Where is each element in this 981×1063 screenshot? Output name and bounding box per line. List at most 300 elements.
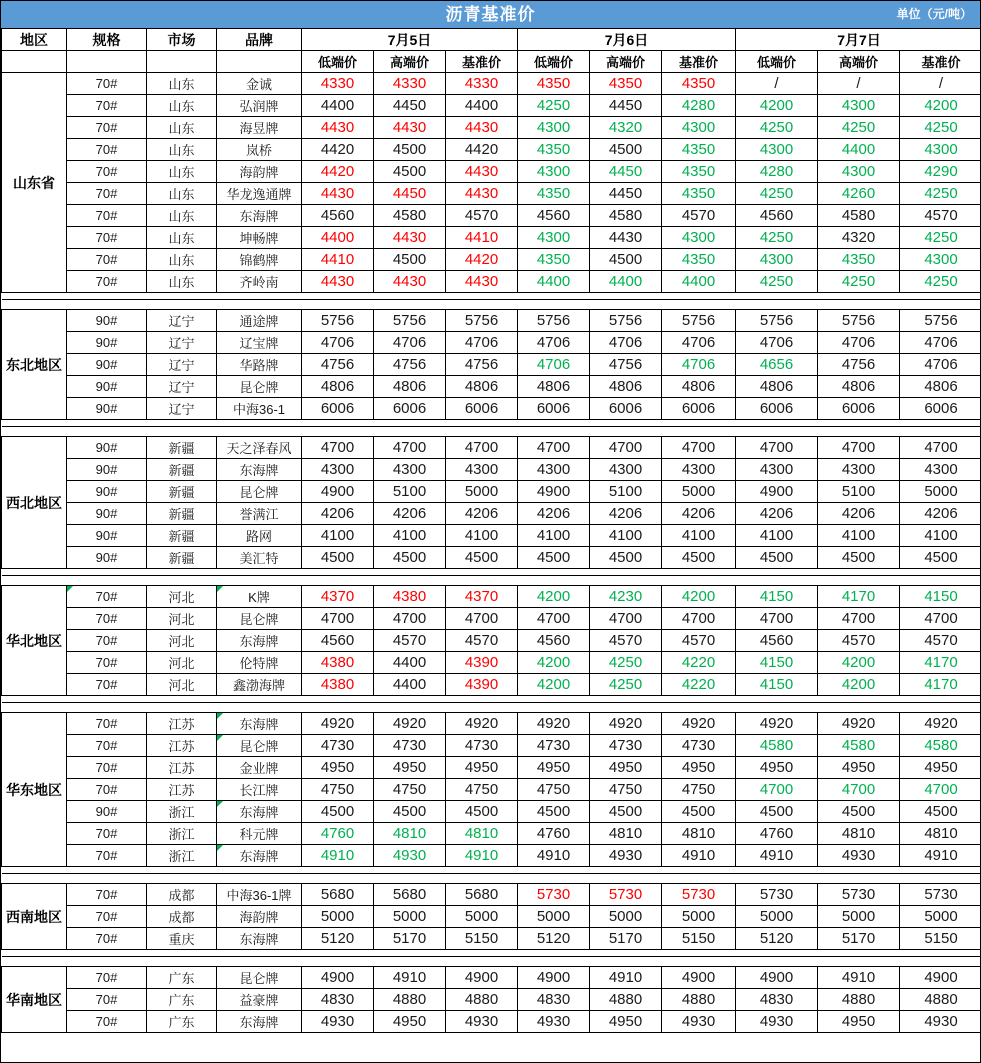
price-cell[interactable]: 5000 xyxy=(662,906,736,928)
price-cell[interactable]: 4700 xyxy=(818,608,900,630)
price-cell[interactable]: 4810 xyxy=(446,823,518,845)
price-cell[interactable]: 4910 xyxy=(818,967,900,989)
price-cell[interactable]: 4570 xyxy=(818,630,900,652)
price-cell[interactable]: 4300 xyxy=(518,117,590,139)
price-cell[interactable]: 4170 xyxy=(900,674,981,696)
price-cell[interactable]: 4570 xyxy=(662,630,736,652)
price-cell[interactable]: 4500 xyxy=(900,547,981,569)
price-cell[interactable]: 4500 xyxy=(374,139,446,161)
market-cell[interactable]: 辽宁 xyxy=(147,398,217,420)
market-cell[interactable]: 山东 xyxy=(147,161,217,183)
spec-cell[interactable]: 70# xyxy=(67,205,147,227)
price-cell[interactable]: 5730 xyxy=(900,884,981,906)
subcol-base-2[interactable]: 基准价 xyxy=(662,51,736,73)
price-cell[interactable]: 4950 xyxy=(662,757,736,779)
price-cell[interactable]: 4700 xyxy=(446,437,518,459)
brand-cell[interactable]: 弘润牌 xyxy=(217,95,302,117)
spec-cell[interactable]: 70# xyxy=(67,630,147,652)
price-cell[interactable]: 4250 xyxy=(900,271,981,293)
price-cell[interactable]: 4380 xyxy=(374,586,446,608)
price-cell[interactable]: 4900 xyxy=(302,481,374,503)
col-header-market[interactable]: 市场 xyxy=(147,29,217,51)
spec-cell[interactable]: 70# xyxy=(67,884,147,906)
price-cell[interactable]: 4350 xyxy=(518,139,590,161)
brand-cell[interactable]: 昆仑牌 xyxy=(217,376,302,398)
price-cell[interactable]: 4200 xyxy=(736,95,818,117)
spec-cell[interactable]: 70# xyxy=(67,161,147,183)
price-cell[interactable]: 4390 xyxy=(446,674,518,696)
subcol-high-3[interactable]: 高端价 xyxy=(818,51,900,73)
price-cell[interactable]: 4100 xyxy=(818,525,900,547)
price-cell[interactable]: 4756 xyxy=(446,354,518,376)
spec-cell[interactable]: 90# xyxy=(67,332,147,354)
price-cell[interactable]: 5756 xyxy=(446,310,518,332)
price-cell[interactable]: 4430 xyxy=(446,117,518,139)
price-cell[interactable]: 4330 xyxy=(302,73,374,95)
price-cell[interactable]: 4370 xyxy=(302,586,374,608)
price-cell[interactable]: 4300 xyxy=(662,227,736,249)
market-cell[interactable]: 新疆 xyxy=(147,481,217,503)
price-cell[interactable]: 4300 xyxy=(900,249,981,271)
price-cell[interactable]: 5730 xyxy=(518,884,590,906)
market-cell[interactable]: 河北 xyxy=(147,674,217,696)
price-cell[interactable]: 4730 xyxy=(518,735,590,757)
price-cell[interactable]: 4400 xyxy=(446,95,518,117)
brand-cell[interactable]: K牌 xyxy=(217,586,302,608)
price-cell[interactable]: 4830 xyxy=(518,989,590,1011)
spec-cell[interactable]: 90# xyxy=(67,437,147,459)
price-cell[interactable]: 4706 xyxy=(900,332,981,354)
price-cell[interactable]: 4910 xyxy=(374,967,446,989)
price-cell[interactable]: 4410 xyxy=(446,227,518,249)
price-cell[interactable]: 4300 xyxy=(374,459,446,481)
market-cell[interactable]: 江苏 xyxy=(147,779,217,801)
price-cell[interactable]: 4900 xyxy=(518,481,590,503)
price-cell[interactable]: 4300 xyxy=(518,161,590,183)
price-cell[interactable]: 5100 xyxy=(374,481,446,503)
price-cell[interactable]: 5100 xyxy=(590,481,662,503)
price-cell[interactable]: 4700 xyxy=(736,779,818,801)
brand-cell[interactable]: 金业牌 xyxy=(217,757,302,779)
price-cell[interactable]: 4920 xyxy=(900,713,981,735)
price-cell[interactable]: 4560 xyxy=(736,205,818,227)
market-cell[interactable]: 重庆 xyxy=(147,928,217,950)
price-cell[interactable]: 4100 xyxy=(736,525,818,547)
spec-cell[interactable]: 90# xyxy=(67,310,147,332)
price-cell[interactable]: 4250 xyxy=(518,95,590,117)
price-cell[interactable]: 4100 xyxy=(302,525,374,547)
market-cell[interactable]: 新疆 xyxy=(147,525,217,547)
price-cell[interactable]: 4910 xyxy=(900,845,981,867)
price-cell[interactable]: 5756 xyxy=(736,310,818,332)
price-cell[interactable]: / xyxy=(736,73,818,95)
brand-cell[interactable]: 东海牌 xyxy=(217,928,302,950)
price-cell[interactable]: 4500 xyxy=(374,547,446,569)
price-cell[interactable]: 4750 xyxy=(590,779,662,801)
market-cell[interactable]: 山东 xyxy=(147,227,217,249)
price-cell[interactable]: 4500 xyxy=(302,801,374,823)
price-cell[interactable]: 4700 xyxy=(590,437,662,459)
price-cell[interactable]: 4900 xyxy=(518,967,590,989)
price-cell[interactable]: 4500 xyxy=(590,547,662,569)
price-cell[interactable]: 4700 xyxy=(662,437,736,459)
spec-cell[interactable]: 70# xyxy=(67,845,147,867)
price-cell[interactable]: 4880 xyxy=(818,989,900,1011)
price-cell[interactable]: 6006 xyxy=(736,398,818,420)
price-cell[interactable]: 4920 xyxy=(374,713,446,735)
price-cell[interactable]: 5000 xyxy=(818,906,900,928)
price-cell[interactable]: 4700 xyxy=(662,608,736,630)
price-cell[interactable]: 5000 xyxy=(736,906,818,928)
price-cell[interactable]: 5730 xyxy=(590,884,662,906)
price-cell[interactable]: 4380 xyxy=(302,652,374,674)
price-cell[interactable]: 4420 xyxy=(302,139,374,161)
price-cell[interactable]: 4320 xyxy=(818,227,900,249)
price-cell[interactable]: 4100 xyxy=(662,525,736,547)
region-cell[interactable]: 西南地区 xyxy=(2,884,67,950)
brand-cell[interactable]: 辽宝牌 xyxy=(217,332,302,354)
price-cell[interactable]: 4570 xyxy=(900,630,981,652)
price-cell[interactable]: 4560 xyxy=(518,205,590,227)
price-cell[interactable]: 4350 xyxy=(662,73,736,95)
price-cell[interactable]: 4806 xyxy=(662,376,736,398)
price-cell[interactable]: 4700 xyxy=(818,779,900,801)
price-cell[interactable]: 5150 xyxy=(900,928,981,950)
price-cell[interactable]: 4350 xyxy=(662,249,736,271)
spec-cell[interactable]: 70# xyxy=(67,271,147,293)
price-cell[interactable]: 4400 xyxy=(590,271,662,293)
price-cell[interactable]: 4950 xyxy=(590,757,662,779)
price-cell[interactable]: 4580 xyxy=(736,735,818,757)
market-cell[interactable]: 成都 xyxy=(147,884,217,906)
price-cell[interactable]: 4500 xyxy=(446,801,518,823)
price-cell[interactable]: 4706 xyxy=(518,354,590,376)
price-cell[interactable]: 4950 xyxy=(302,757,374,779)
price-cell[interactable]: 6006 xyxy=(518,398,590,420)
price-cell[interactable]: 4206 xyxy=(590,503,662,525)
brand-cell[interactable]: 齐岭南 xyxy=(217,271,302,293)
price-cell[interactable]: 4420 xyxy=(302,161,374,183)
price-cell[interactable]: 4400 xyxy=(374,652,446,674)
price-cell[interactable]: 4930 xyxy=(818,845,900,867)
price-cell[interactable]: 4200 xyxy=(818,652,900,674)
brand-cell[interactable]: 科元牌 xyxy=(217,823,302,845)
price-cell[interactable]: 4580 xyxy=(818,735,900,757)
price-cell[interactable]: 4730 xyxy=(374,735,446,757)
subcol-base-1[interactable]: 基准价 xyxy=(446,51,518,73)
price-cell[interactable]: 5000 xyxy=(900,906,981,928)
brand-cell[interactable]: 益豪牌 xyxy=(217,989,302,1011)
price-cell[interactable]: 4100 xyxy=(374,525,446,547)
price-cell[interactable]: 4500 xyxy=(374,801,446,823)
price-cell[interactable]: 4810 xyxy=(900,823,981,845)
price-cell[interactable]: 4700 xyxy=(900,437,981,459)
spec-cell[interactable]: 70# xyxy=(67,735,147,757)
price-cell[interactable]: 4756 xyxy=(590,354,662,376)
price-cell[interactable]: 4950 xyxy=(374,757,446,779)
price-cell[interactable]: 4280 xyxy=(736,161,818,183)
price-cell[interactable]: 4300 xyxy=(446,459,518,481)
price-cell[interactable]: 4500 xyxy=(374,249,446,271)
price-cell[interactable]: 4580 xyxy=(900,735,981,757)
spec-cell[interactable]: 70# xyxy=(67,757,147,779)
price-cell[interactable]: 5730 xyxy=(818,884,900,906)
price-cell[interactable]: 4430 xyxy=(446,183,518,205)
price-cell[interactable]: 4930 xyxy=(446,1011,518,1033)
spec-cell[interactable]: 70# xyxy=(67,249,147,271)
region-cell[interactable]: 华北地区 xyxy=(2,586,67,696)
spec-cell[interactable]: 70# xyxy=(67,652,147,674)
price-cell[interactable]: 5120 xyxy=(518,928,590,950)
market-cell[interactable]: 新疆 xyxy=(147,503,217,525)
price-cell[interactable]: 4500 xyxy=(736,801,818,823)
price-cell[interactable]: 5120 xyxy=(736,928,818,950)
price-cell[interactable]: 6006 xyxy=(900,398,981,420)
price-cell[interactable]: 4206 xyxy=(662,503,736,525)
price-cell[interactable]: 4950 xyxy=(900,757,981,779)
price-cell[interactable]: 5000 xyxy=(590,906,662,928)
brand-cell[interactable]: 中海36-1牌 xyxy=(217,884,302,906)
price-cell[interactable]: 4450 xyxy=(590,183,662,205)
spec-cell[interactable]: 70# xyxy=(67,73,147,95)
spec-cell[interactable]: 90# xyxy=(67,525,147,547)
spec-cell[interactable]: 70# xyxy=(67,586,147,608)
price-cell[interactable]: 4250 xyxy=(900,183,981,205)
col-header-date-1[interactable]: 7月5日 xyxy=(302,29,518,51)
price-cell[interactable]: 4250 xyxy=(818,271,900,293)
price-cell[interactable]: 4420 xyxy=(446,249,518,271)
price-cell[interactable]: 4450 xyxy=(590,95,662,117)
price-cell[interactable]: 4300 xyxy=(736,139,818,161)
region-cell[interactable]: 西北地区 xyxy=(2,437,67,569)
brand-cell[interactable]: 东海牌 xyxy=(217,713,302,735)
brand-cell[interactable]: 华龙逸通牌 xyxy=(217,183,302,205)
market-cell[interactable]: 江苏 xyxy=(147,757,217,779)
brand-cell[interactable]: 金诚 xyxy=(217,73,302,95)
price-cell[interactable]: 4700 xyxy=(736,437,818,459)
price-cell[interactable]: 4250 xyxy=(590,652,662,674)
price-cell[interactable]: 4430 xyxy=(302,271,374,293)
spec-cell[interactable]: 90# xyxy=(67,376,147,398)
spec-cell[interactable]: 90# xyxy=(67,354,147,376)
price-cell[interactable]: 4700 xyxy=(374,608,446,630)
price-cell[interactable]: 4206 xyxy=(446,503,518,525)
brand-cell[interactable]: 昆仑牌 xyxy=(217,481,302,503)
price-cell[interactable]: 4300 xyxy=(818,459,900,481)
price-cell[interactable]: 4570 xyxy=(374,630,446,652)
price-cell[interactable]: 4950 xyxy=(818,757,900,779)
market-cell[interactable]: 山东 xyxy=(147,271,217,293)
subcol-high-1[interactable]: 高端价 xyxy=(374,51,446,73)
price-cell[interactable]: 5756 xyxy=(590,310,662,332)
price-cell[interactable]: 4920 xyxy=(302,713,374,735)
price-cell[interactable]: 4500 xyxy=(590,801,662,823)
price-cell[interactable]: 4706 xyxy=(374,332,446,354)
price-cell[interactable]: 4900 xyxy=(900,967,981,989)
spec-cell[interactable]: 70# xyxy=(67,989,147,1011)
market-cell[interactable]: 河北 xyxy=(147,630,217,652)
spec-cell[interactable]: 90# xyxy=(67,398,147,420)
price-cell[interactable]: 4450 xyxy=(374,95,446,117)
price-cell[interactable]: 4570 xyxy=(900,205,981,227)
price-cell[interactable]: 4300 xyxy=(590,459,662,481)
price-cell[interactable]: 4900 xyxy=(302,967,374,989)
price-cell[interactable]: 4300 xyxy=(736,459,818,481)
price-cell[interactable]: 5680 xyxy=(302,884,374,906)
price-cell[interactable]: 4930 xyxy=(590,845,662,867)
price-cell[interactable]: 4920 xyxy=(590,713,662,735)
price-cell[interactable]: 4500 xyxy=(518,801,590,823)
price-cell[interactable]: 4450 xyxy=(590,161,662,183)
spec-cell[interactable]: 70# xyxy=(67,117,147,139)
brand-cell[interactable]: 海韵牌 xyxy=(217,906,302,928)
price-cell[interactable]: 5680 xyxy=(374,884,446,906)
price-cell[interactable]: 4930 xyxy=(736,1011,818,1033)
price-cell[interactable]: 5730 xyxy=(662,884,736,906)
price-cell[interactable]: 4400 xyxy=(374,674,446,696)
price-cell[interactable]: 4706 xyxy=(662,332,736,354)
price-cell[interactable]: 4300 xyxy=(518,459,590,481)
region-cell[interactable]: 山东省 xyxy=(2,73,67,293)
region-cell[interactable]: 华东地区 xyxy=(2,713,67,867)
price-cell[interactable]: 4206 xyxy=(900,503,981,525)
price-cell[interactable]: 4700 xyxy=(736,608,818,630)
price-cell[interactable]: 4560 xyxy=(518,630,590,652)
price-cell[interactable]: 5100 xyxy=(818,481,900,503)
price-cell[interactable]: 6006 xyxy=(662,398,736,420)
price-cell[interactable]: 4830 xyxy=(302,989,374,1011)
price-cell[interactable]: 4706 xyxy=(518,332,590,354)
region-cell[interactable]: 东北地区 xyxy=(2,310,67,420)
price-cell[interactable]: 4400 xyxy=(518,271,590,293)
price-cell[interactable]: 4700 xyxy=(446,608,518,630)
price-cell[interactable]: 4910 xyxy=(518,845,590,867)
price-cell[interactable]: 4206 xyxy=(736,503,818,525)
price-cell[interactable]: 4920 xyxy=(662,713,736,735)
price-cell[interactable]: 4350 xyxy=(518,73,590,95)
price-cell[interactable]: 4580 xyxy=(590,205,662,227)
spec-cell[interactable]: 70# xyxy=(67,139,147,161)
price-cell[interactable]: 4700 xyxy=(900,779,981,801)
price-cell[interactable]: 4920 xyxy=(818,713,900,735)
price-cell[interactable]: 4350 xyxy=(662,161,736,183)
brand-cell[interactable]: 通途牌 xyxy=(217,310,302,332)
price-cell[interactable]: 4430 xyxy=(446,161,518,183)
price-cell[interactable]: 4430 xyxy=(590,227,662,249)
price-cell[interactable]: 4250 xyxy=(736,227,818,249)
price-cell[interactable]: 4910 xyxy=(446,845,518,867)
price-cell[interactable]: 4250 xyxy=(736,271,818,293)
price-cell[interactable]: 4500 xyxy=(590,249,662,271)
price-cell[interactable]: 4100 xyxy=(590,525,662,547)
price-cell[interactable]: 4806 xyxy=(302,376,374,398)
price-cell[interactable]: 4150 xyxy=(736,674,818,696)
price-cell[interactable]: 4930 xyxy=(518,1011,590,1033)
market-cell[interactable]: 新疆 xyxy=(147,547,217,569)
price-cell[interactable]: 4300 xyxy=(736,249,818,271)
price-cell[interactable]: 5680 xyxy=(446,884,518,906)
price-cell[interactable]: 4560 xyxy=(302,205,374,227)
price-cell[interactable]: 4730 xyxy=(590,735,662,757)
price-cell[interactable]: 4900 xyxy=(736,481,818,503)
price-cell[interactable]: 5150 xyxy=(446,928,518,950)
spec-cell[interactable]: 70# xyxy=(67,227,147,249)
spec-cell[interactable]: 90# xyxy=(67,481,147,503)
subcol-low-1[interactable]: 低端价 xyxy=(302,51,374,73)
price-cell[interactable]: 4500 xyxy=(518,547,590,569)
brand-cell[interactable]: 东海牌 xyxy=(217,630,302,652)
market-cell[interactable]: 辽宁 xyxy=(147,332,217,354)
spec-cell[interactable]: 90# xyxy=(67,547,147,569)
price-cell[interactable]: 4910 xyxy=(662,845,736,867)
price-cell[interactable]: 4806 xyxy=(590,376,662,398)
brand-cell[interactable]: 长江牌 xyxy=(217,779,302,801)
price-cell[interactable]: 4350 xyxy=(818,249,900,271)
price-cell[interactable]: 4880 xyxy=(900,989,981,1011)
price-cell[interactable]: 4930 xyxy=(302,1011,374,1033)
price-cell[interactable]: 4300 xyxy=(518,227,590,249)
price-cell[interactable]: 6006 xyxy=(590,398,662,420)
price-cell[interactable]: 4330 xyxy=(446,73,518,95)
price-cell[interactable]: 5756 xyxy=(374,310,446,332)
price-cell[interactable]: 4570 xyxy=(446,630,518,652)
price-cell[interactable]: 5756 xyxy=(518,310,590,332)
price-cell[interactable]: 4430 xyxy=(374,271,446,293)
price-cell[interactable]: 4390 xyxy=(446,652,518,674)
price-cell[interactable]: 4220 xyxy=(662,652,736,674)
brand-cell[interactable]: 昆仑牌 xyxy=(217,967,302,989)
price-cell[interactable]: 4700 xyxy=(518,608,590,630)
price-cell[interactable]: 4260 xyxy=(818,183,900,205)
brand-cell[interactable]: 昆仑牌 xyxy=(217,735,302,757)
price-cell[interactable]: 4430 xyxy=(374,227,446,249)
price-cell[interactable]: 4830 xyxy=(736,989,818,1011)
price-cell[interactable]: 4750 xyxy=(302,779,374,801)
price-cell[interactable]: 4910 xyxy=(736,845,818,867)
price-cell[interactable]: 5756 xyxy=(818,310,900,332)
price-cell[interactable]: 4760 xyxy=(518,823,590,845)
price-cell[interactable]: 6006 xyxy=(818,398,900,420)
price-cell[interactable]: 4910 xyxy=(302,845,374,867)
price-cell[interactable]: 4756 xyxy=(818,354,900,376)
market-cell[interactable]: 浙江 xyxy=(147,823,217,845)
price-cell[interactable]: 4930 xyxy=(374,845,446,867)
price-cell[interactable]: 4430 xyxy=(302,183,374,205)
price-cell[interactable]: 4380 xyxy=(302,674,374,696)
price-cell[interactable]: 4900 xyxy=(736,967,818,989)
spec-cell[interactable]: 90# xyxy=(67,503,147,525)
price-cell[interactable]: 4700 xyxy=(302,608,374,630)
price-cell[interactable]: 4200 xyxy=(518,674,590,696)
brand-cell[interactable]: 海韵牌 xyxy=(217,161,302,183)
market-cell[interactable]: 河北 xyxy=(147,652,217,674)
price-cell[interactable]: 4150 xyxy=(736,652,818,674)
price-cell[interactable]: 4880 xyxy=(446,989,518,1011)
price-cell[interactable]: 4880 xyxy=(374,989,446,1011)
price-cell[interactable]: 4900 xyxy=(662,967,736,989)
price-cell[interactable]: 4430 xyxy=(302,117,374,139)
price-cell[interactable]: 4806 xyxy=(818,376,900,398)
price-cell[interactable]: 4950 xyxy=(518,757,590,779)
price-cell[interactable]: 4756 xyxy=(302,354,374,376)
spec-cell[interactable]: 70# xyxy=(67,608,147,630)
market-cell[interactable]: 山东 xyxy=(147,139,217,161)
col-header-date-2[interactable]: 7月6日 xyxy=(518,29,736,51)
price-cell[interactable]: 4350 xyxy=(662,139,736,161)
spec-cell[interactable]: 70# xyxy=(67,95,147,117)
price-cell[interactable]: 4250 xyxy=(736,183,818,205)
market-cell[interactable]: 河北 xyxy=(147,586,217,608)
